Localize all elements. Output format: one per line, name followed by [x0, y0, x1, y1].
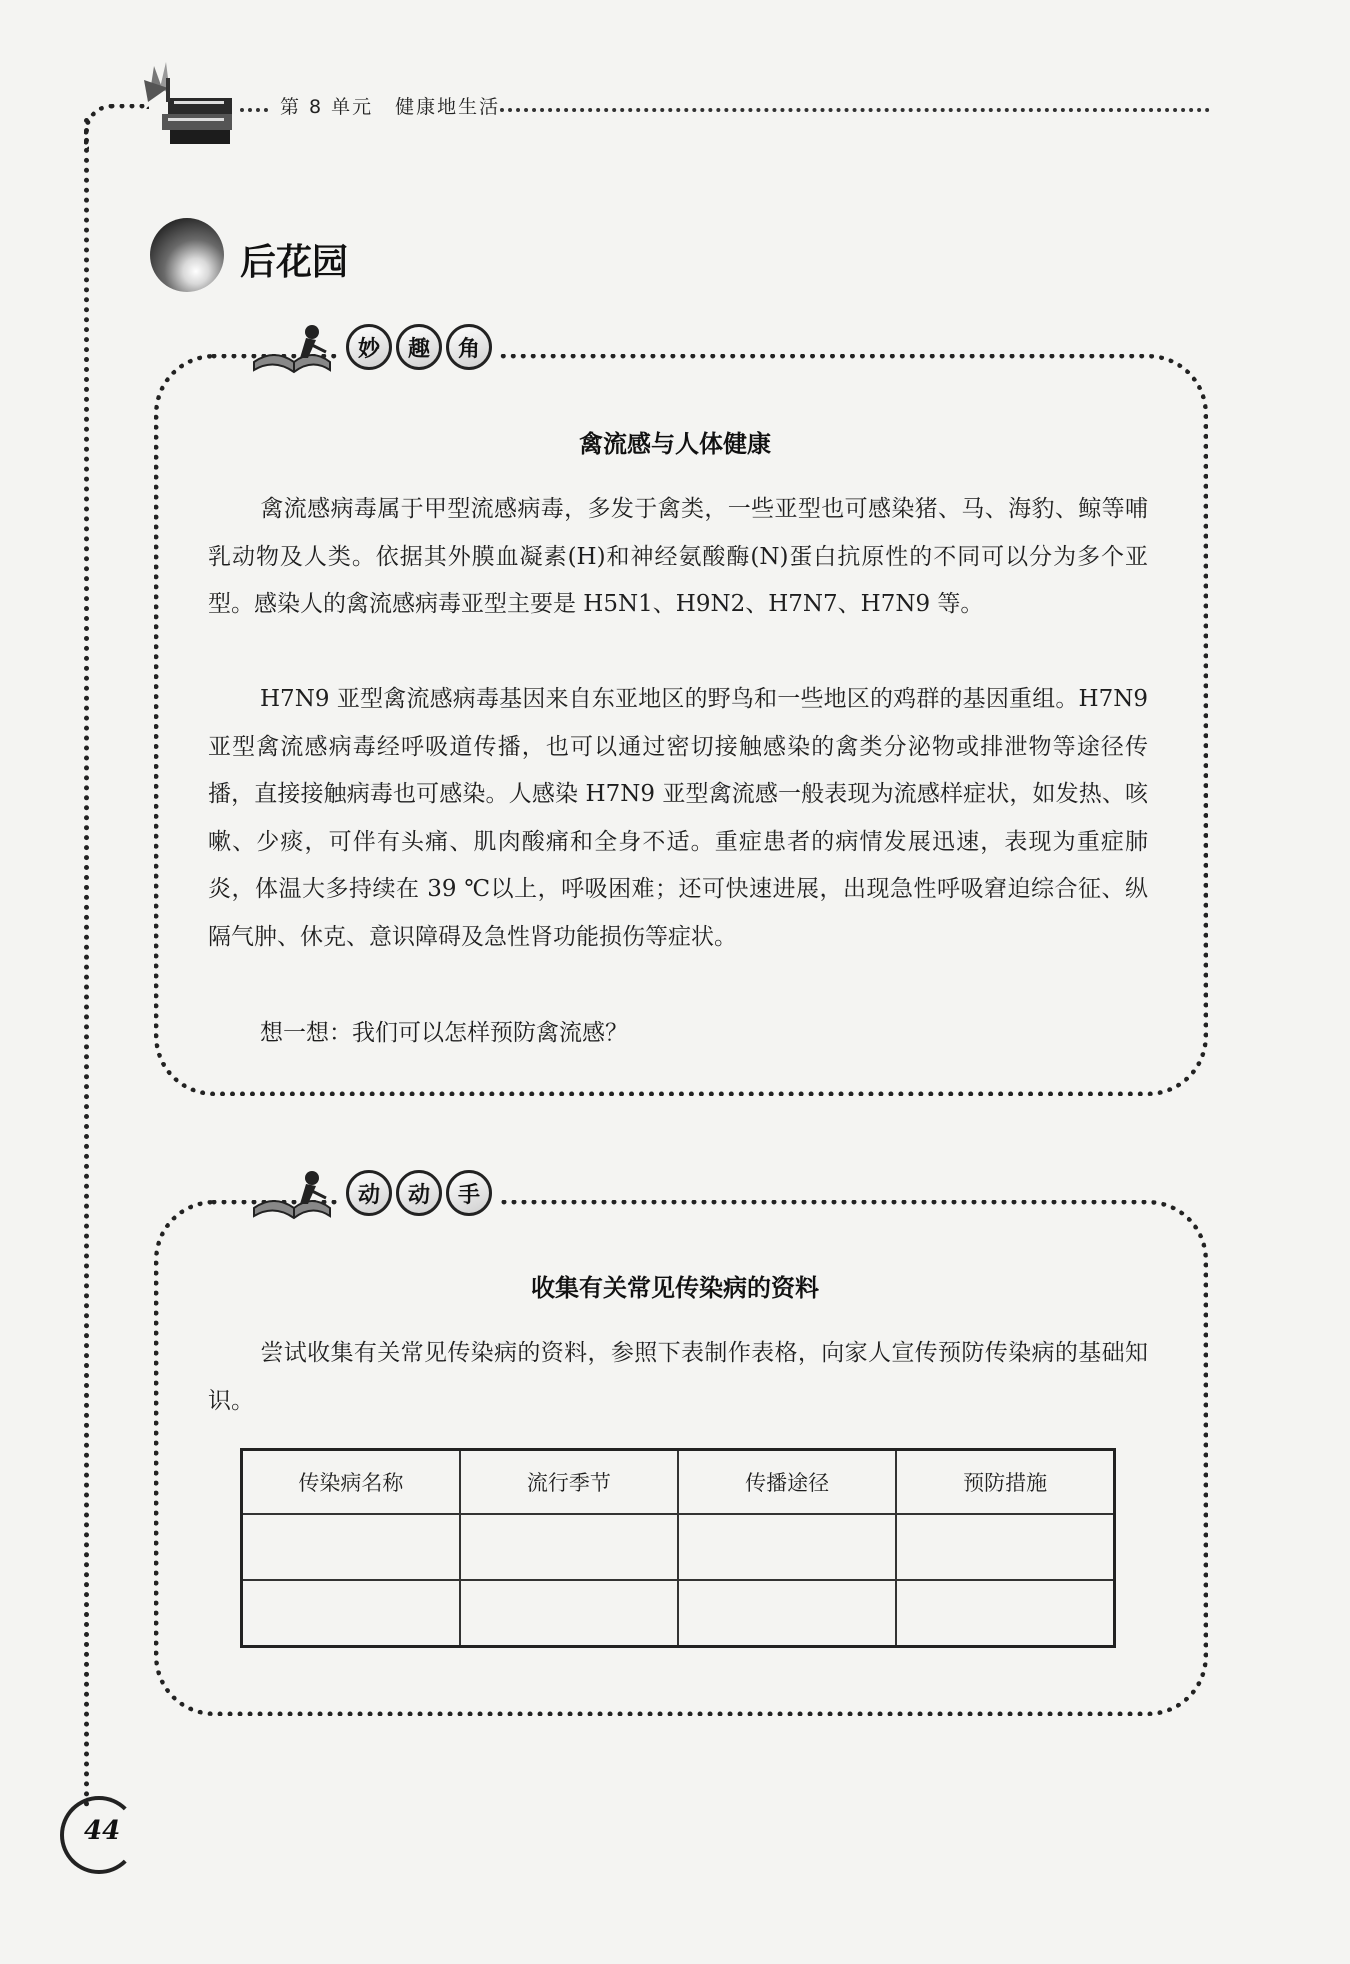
header-season: 流行季节 [460, 1450, 678, 1515]
table-header-row [242, 1450, 1115, 1515]
hands-on-tag [340, 1170, 498, 1216]
tag-char-2: 动 [396, 1170, 442, 1216]
tag-char-2: 趣 [396, 324, 442, 370]
header-dots-left [240, 108, 268, 112]
fun-corner-tag [340, 324, 498, 370]
table-cell [460, 1514, 678, 1580]
disease-table [240, 1448, 1116, 1648]
question-paragraph [208, 1010, 1148, 1058]
running-header [280, 92, 500, 119]
table-row [242, 1580, 1115, 1647]
paragraph-2-text: H7N9 亚型禽流感病毒基因来自东亚地区的野鸟和一些地区的鸡群的基因重组。H7N9 亚型禽流感病毒经呼吸道传播，也可以通过密切接触感染的禽类分泌物或排泄物等途径传播，直接接触病毒也可感染。人感染 H7N9 亚型禽流感一般表现为流感样症状，如发热、咳嗽、少痰，可伴有头痛、肌肉酸痛和全身不适。重症患者的病情发展迅速，表现为重症肺炎，体温大多持续在 39 ℃以上，呼吸困难；还可快速进展，出现急性呼吸窘迫综合征、纵隔气肿、休克、意识障碍及急性肾功能损伤等症状。 [208, 686, 1148, 950]
book-reader-icon [250, 318, 334, 384]
page-border-left [84, 118, 89, 1808]
table-row [242, 1514, 1115, 1580]
tag-char-3: 角 [446, 324, 492, 370]
paragraph-2 [208, 676, 1148, 961]
table-cell [678, 1514, 896, 1580]
book-reader-icon [250, 1164, 334, 1230]
box2-title: 收集有关常见传染病的资料 [531, 1274, 819, 1302]
table-cell [242, 1514, 460, 1580]
box1-title: 禽流感与人体健康 [579, 430, 771, 458]
unit-title: 健康地生活 [395, 96, 501, 118]
tag-char-1: 动 [346, 1170, 392, 1216]
activity-paragraph [208, 1330, 1148, 1425]
table-cell [460, 1580, 678, 1647]
paragraph-1 [208, 486, 1148, 629]
tag-char-3: 手 [446, 1170, 492, 1216]
books-icon [140, 58, 240, 148]
tag-char-1: 妙 [346, 324, 392, 370]
header-disease-name: 传染病名称 [242, 1450, 460, 1515]
table-cell [896, 1580, 1114, 1647]
header-dots-right [500, 108, 1210, 112]
unit-number: 第 8 单元 [280, 96, 374, 118]
section-title: 后花园 [240, 242, 349, 283]
paragraph-1-text: 禽流感病毒属于甲型流感病毒，多发于禽类，一些亚型也可感染猪、马、海豹、鲸等哺乳动物及人类。依据其外膜血凝素(H)和神经氨酸酶(N)蛋白抗原性的不同可以分为多个亚型。感染人的禽流感病毒亚型主要是 H5N1、H9N2、H7N7、H7N9 等。 [208, 496, 1148, 617]
header-transmission: 传播途径 [678, 1450, 896, 1515]
table-cell [678, 1580, 896, 1647]
activity-text: 尝试收集有关常见传染病的资料，参照下表制作表格，向家人宣传预防传染病的基础知识。 [208, 1340, 1148, 1414]
question-text: 想一想：我们可以怎样预防禽流感？ [260, 1020, 628, 1046]
page-number: 44 [84, 1816, 121, 1846]
table-cell [242, 1580, 460, 1647]
sphere-icon [150, 218, 224, 292]
header-prevention: 预防措施 [896, 1450, 1114, 1515]
table-cell [896, 1514, 1114, 1580]
